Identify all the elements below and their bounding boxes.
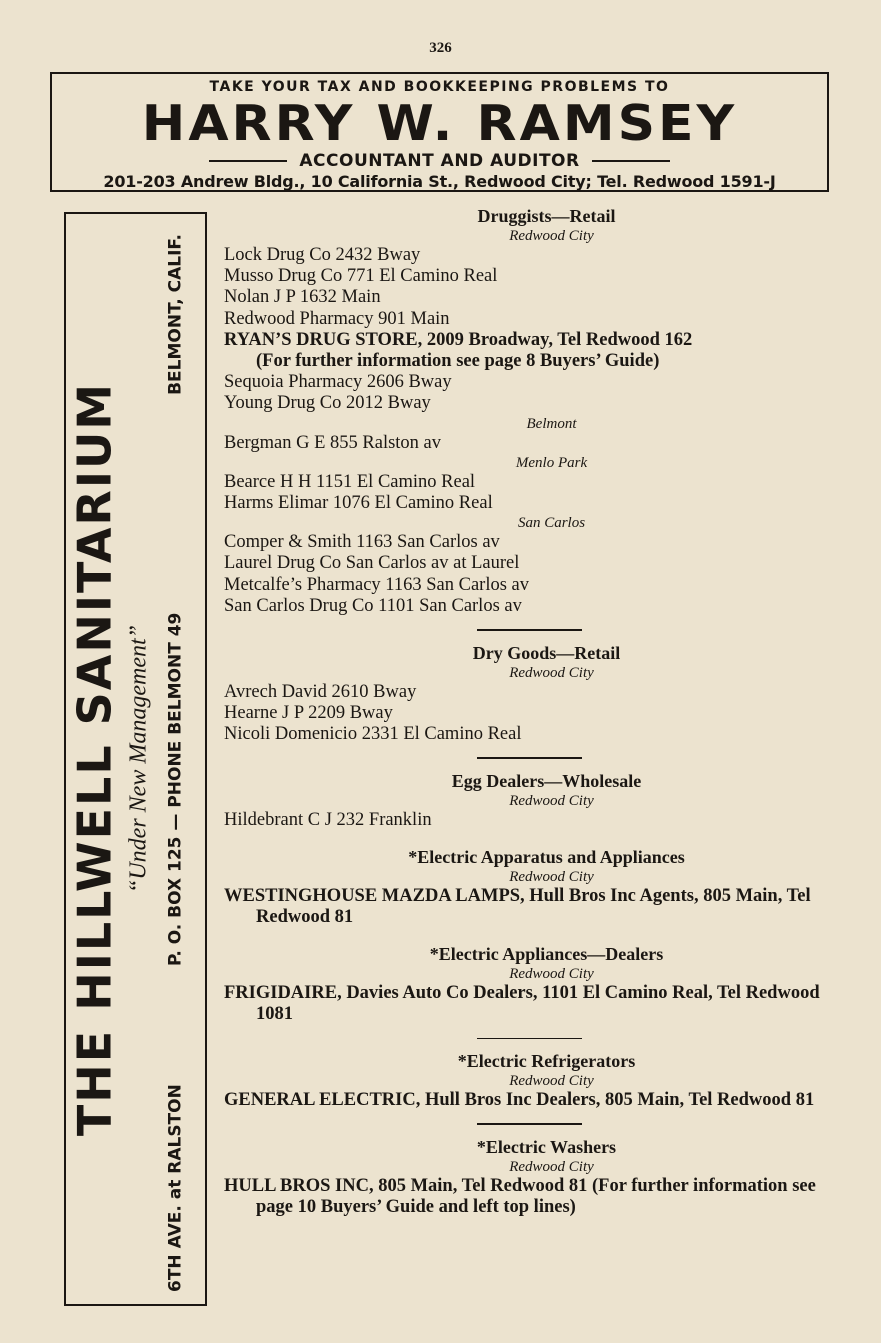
section-dry-goods bbox=[224, 643, 839, 746]
list-item: Bergman G E 855 Ralston av bbox=[224, 432, 442, 453]
list-item: Nicoli Domenicio 2331 El Camino Real bbox=[224, 723, 522, 744]
section-electric-apparatus bbox=[224, 847, 839, 928]
sanitarium-address: 6TH AVE. at RALSTON bbox=[165, 1084, 185, 1292]
section-spacer bbox=[224, 831, 839, 847]
page-number: 326 bbox=[429, 40, 452, 56]
list-item-featured-note: (For further information see page 8 Buyers’ Guide) bbox=[256, 351, 660, 372]
section-heading: *Electric Apparatus and Appliances bbox=[408, 846, 685, 867]
section-druggists bbox=[224, 206, 839, 617]
section-heading: *Electric Appliances—Dealers bbox=[429, 944, 664, 965]
section-heading: Dry Goods—Retail bbox=[472, 642, 621, 663]
list-item-featured: GENERAL ELECTRIC, Hull Bros Inc Dealers, 805 Main, Tel Redwood 81 bbox=[224, 1090, 815, 1111]
list-item-featured: HULL BROS INC, 805 Main, Tel Redwood 81 (For further information see page 10 Buyers’ Guide and left top lines) bbox=[224, 1175, 816, 1218]
ad-tagline: TAKE YOUR TAX AND BOOKKEEPING PROBLEMS TO bbox=[209, 79, 670, 95]
list-item: Young Drug Co 2012 Bway bbox=[224, 393, 431, 414]
locality-heading: Menlo Park bbox=[515, 454, 588, 471]
section-electric-washers bbox=[224, 1137, 839, 1218]
ad-profession-row bbox=[52, 151, 827, 171]
ad-profession: ACCOUNTANT AND AUDITOR bbox=[299, 151, 580, 171]
list-item-featured: WESTINGHOUSE MAZDA LAMPS, Hull Bros Inc Agents, 805 Main, Tel Redwood 81 bbox=[224, 885, 811, 928]
locality-heading: Redwood City bbox=[509, 1073, 594, 1090]
ad-business-name: HARRY W. RAMSEY bbox=[141, 95, 738, 153]
sanitarium-advertisement bbox=[64, 212, 207, 1306]
list-item: San Carlos Drug Co 1101 San Carlos av bbox=[224, 595, 522, 616]
locality-heading: Redwood City bbox=[509, 792, 594, 809]
locality-heading: Redwood City bbox=[509, 966, 594, 983]
section-heading: Druggists—Retail bbox=[477, 206, 616, 226]
list-item: Nolan J P 1632 Main bbox=[224, 287, 381, 308]
locality-heading: Redwood City bbox=[509, 228, 594, 244]
decorative-rule bbox=[209, 160, 287, 162]
sanitarium-motto: “Under New Management” bbox=[125, 625, 151, 893]
section-divider bbox=[477, 757, 582, 759]
sanitarium-city: BELMONT, CALIF. bbox=[165, 234, 185, 395]
section-heading: Egg Dealers—Wholesale bbox=[451, 770, 642, 791]
ad-address: 201-203 Andrew Bldg., 10 California St., Redwood City; Tel. Redwood 1591-J bbox=[103, 172, 776, 191]
sanitarium-name: THE HILLWELL SANITARIUM bbox=[67, 381, 121, 1137]
locality-heading: Redwood City bbox=[509, 1158, 594, 1175]
list-item: Comper & Smith 1163 San Carlos av bbox=[224, 532, 500, 553]
list-item-featured: FRIGIDAIRE, Davies Auto Co Dealers, 1101 El Camino Real, Tel Redwood 1081 bbox=[224, 983, 820, 1025]
list-item: Metcalfe’s Pharmacy 1163 San Carlos av bbox=[224, 574, 529, 595]
sanitarium-contact bbox=[160, 212, 190, 1306]
business-directory bbox=[224, 206, 839, 1218]
list-item: Laurel Drug Co San Carlos av at Laurel bbox=[224, 553, 520, 574]
locality-heading: Redwood City bbox=[509, 664, 594, 681]
accountant-advertisement bbox=[50, 72, 829, 192]
section-egg-dealers bbox=[224, 771, 839, 831]
section-electric-refrigerators bbox=[224, 1051, 839, 1111]
list-item: Sequoia Pharmacy 2606 Bway bbox=[224, 372, 452, 393]
section-heading: *Electric Refrigerators bbox=[457, 1051, 636, 1072]
section-heading: *Electric Washers bbox=[476, 1136, 617, 1157]
list-item: Avrech David 2610 Bway bbox=[224, 681, 417, 702]
list-item: Hearne J P 2209 Bway bbox=[224, 702, 393, 723]
list-item: Harms Elimar 1076 El Camino Real bbox=[224, 493, 493, 514]
list-item: Lock Drug Co 2432 Bway bbox=[224, 245, 421, 265]
section-electric-appliances bbox=[224, 944, 839, 1025]
section-divider bbox=[477, 1038, 582, 1040]
list-item: Musso Drug Co 771 El Camino Real bbox=[224, 266, 498, 287]
locality-heading: Redwood City bbox=[509, 868, 594, 885]
section-divider bbox=[477, 629, 582, 631]
list-item: Bearce H H 1151 El Camino Real bbox=[224, 471, 476, 492]
list-item: Hildebrant C J 232 Franklin bbox=[224, 809, 432, 830]
list-item-featured: RYAN’S DRUG STORE, 2009 Broadway, Tel Redwood 162 bbox=[224, 329, 693, 350]
section-divider bbox=[477, 1123, 582, 1125]
decorative-rule bbox=[592, 160, 670, 162]
sanitarium-box-phone: P. O. BOX 125 — PHONE BELMONT 49 bbox=[165, 612, 185, 966]
locality-heading: Belmont bbox=[526, 415, 577, 432]
locality-heading: San Carlos bbox=[517, 515, 586, 532]
sanitarium-ad-rotated bbox=[64, 212, 207, 1306]
section-spacer bbox=[224, 928, 839, 944]
list-item: Redwood Pharmacy 901 Main bbox=[224, 308, 450, 329]
